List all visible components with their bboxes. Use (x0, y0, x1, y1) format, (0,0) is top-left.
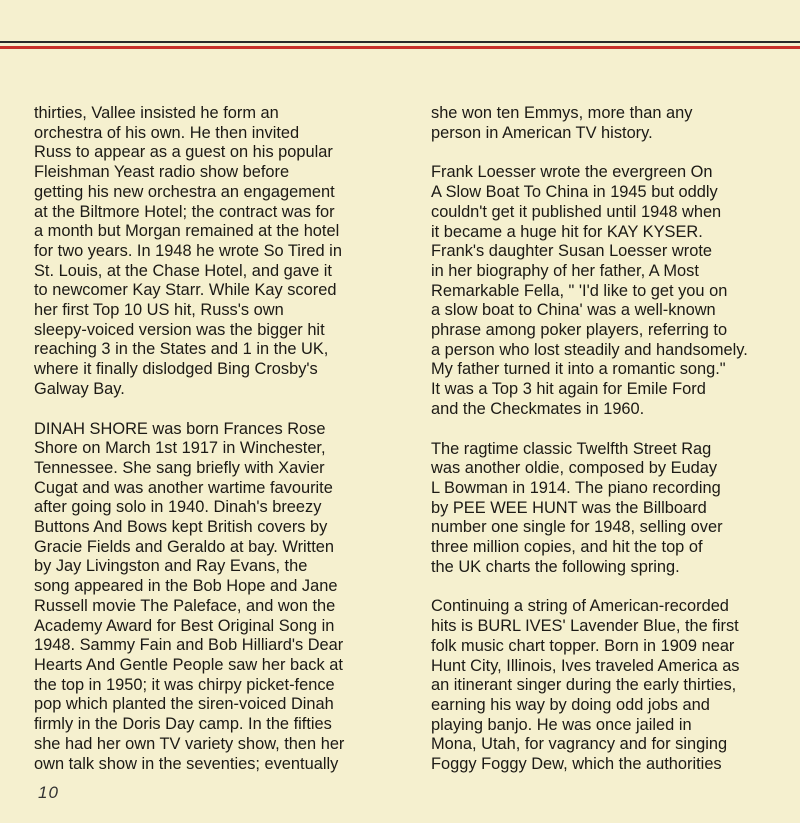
text-line: Cugat and was another wartime favourite (34, 478, 333, 497)
text-line: St. Louis, at the Chase Hotel, and gave it (34, 261, 332, 280)
text-line: Buttons And Bows kept British covers by (34, 518, 328, 537)
text-line: was another oldie, composed by Euday (431, 459, 718, 478)
text-line: and the Checkmates in 1960. (431, 399, 645, 418)
text-line: the UK charts the following spring. (431, 557, 680, 576)
text-line: phrase among poker players, referring to (431, 321, 728, 340)
text-line: Hunt City, Illinois, Ives traveled America as (431, 656, 740, 675)
text-line: getting his new orchestra an engagement (34, 182, 335, 201)
text-line: L Bowman in 1914. The piano recording (431, 478, 721, 497)
text-line: by PEE WEE HUNT was the Billboard (431, 498, 707, 517)
text-line: Shore on March 1st 1917 in Winchester, (34, 439, 326, 458)
text-line: firmly in the Doris Day camp. In the fifties (34, 715, 332, 734)
text-line: hits is BURL IVES' Lavender Blue, the first (431, 617, 739, 636)
text-line: a person who lost steadily and handsomely. (431, 340, 748, 359)
top-rule-dark (0, 41, 800, 43)
paragraph (34, 420, 394, 775)
text-line: at the Biltmore Hotel; the contract was for (34, 202, 335, 221)
text-line: she won ten Emmys, more than any (431, 104, 693, 122)
left-text-column (34, 104, 394, 794)
text-line: by Jay Livingston and Ray Evans, the (34, 557, 308, 576)
paragraph (431, 104, 791, 143)
top-rule-red (0, 46, 800, 49)
text-line: DINAH SHORE was born Frances Rose (34, 419, 326, 438)
text-line: it became a huge hit for KAY KYSER. (431, 222, 703, 241)
paragraph (431, 163, 791, 419)
paragraph (431, 440, 791, 578)
text-line: to newcomer Kay Starr. While Kay scored (34, 281, 337, 300)
text-line: sleepy-voiced version was the bigger hit (34, 320, 325, 339)
text-line: Frank Loesser wrote the evergreen On (431, 163, 713, 182)
text-line: Foggy Foggy Dew, which the authorities (431, 755, 722, 774)
text-line: Remarkable Fella, " 'I'd like to get you on (431, 281, 728, 300)
text-line: the top in 1950; it was chirpy picket-fence (34, 675, 335, 694)
text-line: where it finally dislodged Bing Crosby's (34, 360, 318, 379)
text-line: Mona, Utah, for vagrancy and for singing (431, 735, 728, 754)
text-line: Fleishman Yeast radio show before (34, 163, 290, 182)
text-line: a month but Morgan remained at the hotel (34, 222, 340, 241)
text-line: her first Top 10 US hit, Russ's own (34, 301, 284, 320)
right-text-column (431, 104, 791, 795)
text-line: in her biography of her father, A Most (431, 261, 699, 280)
text-line: reaching 3 in the States and 1 in the UK, (34, 340, 329, 359)
text-line: playing banjo. He was once jailed in (431, 715, 692, 734)
text-line: thirties, Vallee insisted he form an (34, 104, 279, 122)
text-line: after going solo in 1940. Dinah's breezy (34, 498, 322, 517)
text-line: Academy Award for Best Original Song in (34, 616, 335, 635)
text-line: orchestra of his own. He then invited (34, 123, 300, 142)
text-line: person in American TV history. (431, 123, 653, 142)
paragraph (431, 597, 791, 774)
text-line: Russell movie The Paleface, and won the (34, 596, 336, 615)
text-line: song appeared in the Bob Hope and Jane (34, 577, 338, 596)
text-line: The ragtime classic Twelfth Street Rag (431, 439, 712, 458)
text-line: she had her own TV variety show, then her (34, 734, 345, 753)
text-line: Gracie Fields and Geraldo at bay. Written (34, 537, 335, 556)
text-line: Galway Bay. (34, 379, 125, 398)
text-line: three million copies, and hit the top of (431, 538, 703, 557)
page-number: 10 (38, 783, 59, 802)
text-line: pop which planted the siren-voiced Dinah (34, 695, 334, 714)
text-line: 1948. Sammy Fain and Bob Hilliard's Dear (34, 636, 344, 655)
text-line: couldn't get it published until 1948 when (431, 202, 722, 221)
paragraph (34, 104, 394, 400)
text-line: folk music chart topper. Born in 1909 near (431, 636, 735, 655)
text-line: Tennessee. She sang briefly with Xavier (34, 458, 325, 477)
text-line: My father turned it into a romantic song." (431, 360, 726, 379)
text-line: Russ to appear as a guest on his popular (34, 143, 333, 162)
text-line: for two years. In 1948 he wrote So Tired in (34, 241, 342, 260)
text-line: Frank's daughter Susan Loesser wrote (431, 242, 713, 261)
text-line: It was a Top 3 hit again for Emile Ford (431, 380, 706, 399)
text-line: number one single for 1948, selling over (431, 518, 723, 537)
text-line: a slow boat to China' was a well-known (431, 301, 716, 320)
text-line: Continuing a string of American-recorded (431, 597, 729, 616)
text-line: A Slow Boat To China in 1945 but oddly (431, 183, 718, 202)
text-line: own talk show in the seventies; eventually (34, 754, 339, 773)
text-line: an itinerant singer during the early thirties, (431, 676, 737, 695)
text-line: Hearts And Gentle People saw her back at (34, 655, 343, 674)
text-line: earning his way by doing odd jobs and (431, 695, 710, 714)
